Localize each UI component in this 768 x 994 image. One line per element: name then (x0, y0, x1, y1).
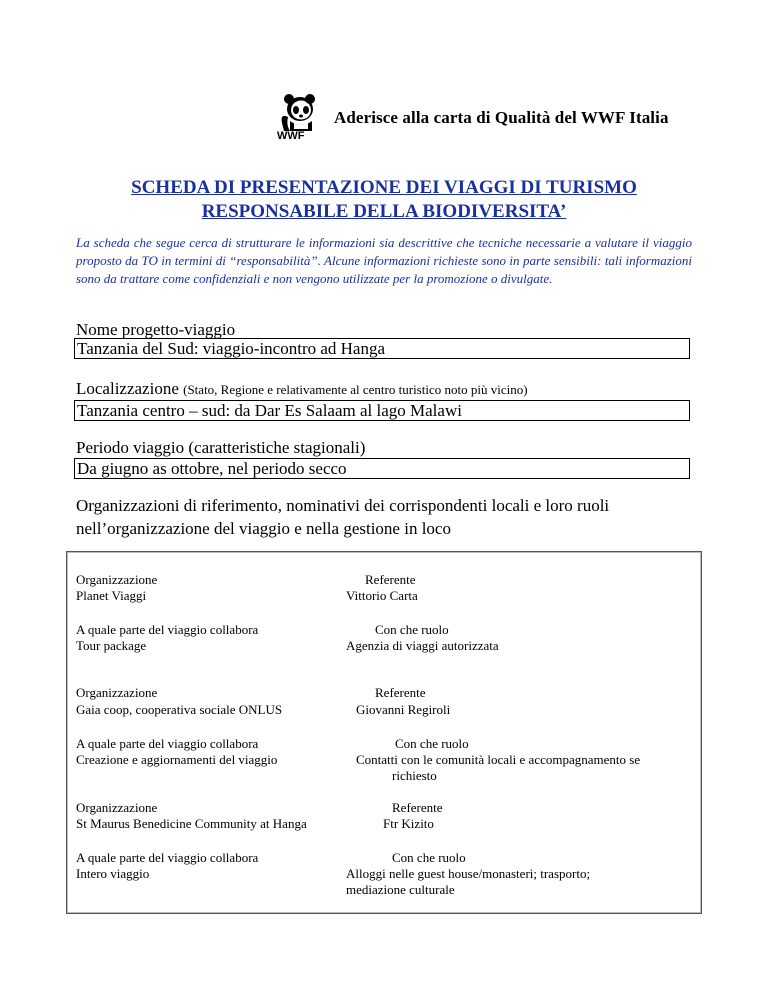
org1-ref-value: Vittorio Carta (346, 588, 418, 603)
title-line-2: RESPONSABILE DELLA BIODIVERSITA’ (201, 201, 567, 222)
org2-role-value-1: Contatti con le comunità locali e accompagnamento se (356, 752, 641, 767)
org2-org-value: Gaia coop, cooperativa sociale ONLUS (76, 702, 283, 717)
org2-part-value: Creazione e aggiornamenti del viaggio (76, 752, 278, 767)
loc-label (76, 379, 528, 399)
org3-org-value: St Maurus Benedicine Community at Hanga (76, 816, 307, 831)
periodo-label: Periodo viaggio (caratteristiche stagionali) (76, 438, 366, 457)
org2-ref-label: Referente (375, 685, 426, 700)
org3-role-label: Con che ruolo (392, 850, 466, 865)
loc-label-text: Localizzazione (76, 379, 179, 398)
org1-org-value: Planet Viaggi (76, 588, 147, 603)
org1-role-value: Agenzia di viaggi autorizzata (346, 638, 499, 653)
org-heading: Organizzazioni di riferimento, nominativi dei corrispondenti locali e loro ruoli nell’organizzazione del viaggio e nella gestione in loco (76, 496, 610, 538)
org1-role-label: Con che ruolo (375, 622, 449, 637)
nome-label: Nome progetto-viaggio (76, 320, 236, 339)
org3-part-value: Intero viaggio (76, 866, 150, 881)
title-line-1: SCHEDA DI PRESENTAZIONE DEI VIAGGI DI TURISMO (131, 177, 637, 198)
org1-part-value: Tour package (76, 638, 147, 653)
intro-paragraph: La scheda che segue cerca di strutturare le informazioni sia descrittive che tecniche necessarie a valutare il viaggio proposto da TO in termini di “responsabilità”. Alcune informazioni richieste sono in parte sensibili: tali informazioni sono da trattare come confidenziali e non vengono utilizzate per la promozione o divulgate. (76, 235, 692, 286)
wwf-logo-text: WWF (277, 130, 305, 142)
org2-role-value-2: richiesto (392, 768, 437, 783)
wwf-panda-logo (276, 93, 320, 145)
org3-role-value-1: Alloggi nelle guest house/monasteri; trasporto; (346, 866, 591, 881)
org2-org-label: Organizzazione (76, 685, 158, 700)
org3-role-value-2: mediazione culturale (346, 882, 455, 897)
loc-field[interactable]: Tanzania centro – sud: da Dar Es Salaam al lago Malawi (74, 400, 690, 421)
org1-part-label: A quale parte del viaggio collabora (76, 622, 259, 637)
org2-part-label: A quale parte del viaggio collabora (76, 736, 259, 751)
org1-org-label: Organizzazione (76, 572, 158, 587)
org2-ref-value: Giovanni Regiroli (356, 702, 451, 717)
org3-part-label: A quale parte del viaggio collabora (76, 850, 259, 865)
periodo-field[interactable]: Da giugno as ottobre, nel periodo secco (74, 458, 690, 479)
org3-ref-label: Referente (392, 800, 443, 815)
affiliation-text: Aderisce alla carta di Qualità del WWF Italia (334, 108, 669, 127)
org2-role-label: Con che ruolo (395, 736, 469, 751)
org3-ref-value: Ftr Kizito (383, 816, 434, 831)
org1-ref-label: Referente (365, 572, 416, 587)
nome-field[interactable]: Tanzania del Sud: viaggio-incontro ad Hanga (74, 338, 690, 359)
loc-note: (Stato, Regione e relativamente al centro turistico noto più vicino) (183, 382, 528, 397)
org3-org-label: Organizzazione (76, 800, 158, 815)
